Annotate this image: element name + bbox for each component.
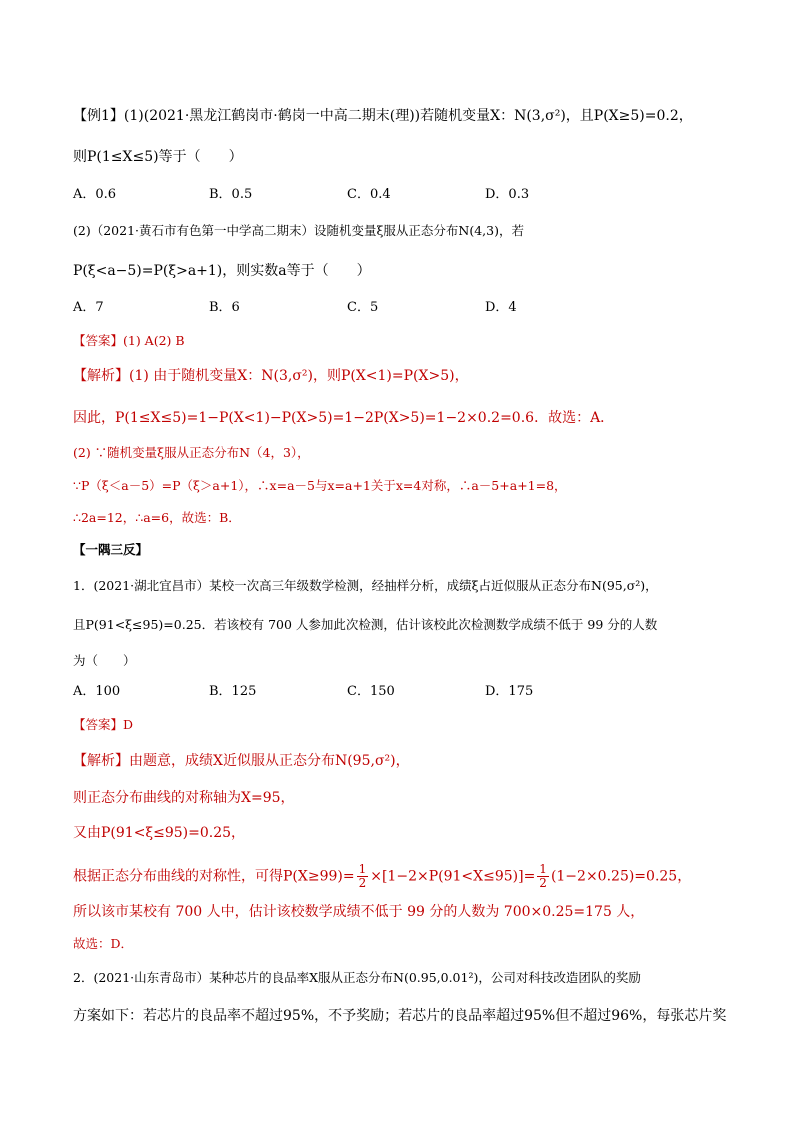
formula-suffix: (1−2×0.25)=0.25， [550, 868, 692, 885]
question-1-analysis-line-3: 又由P(91<ξ≤95)=0.25， [73, 825, 246, 841]
question-2-line-1: 2．(2021·山东青岛市）某种芯片的良品率X服从正态分布N(0.95,0.01²)，公司对科技改造团队的奖励 [73, 970, 641, 985]
fraction-one-half [357, 863, 369, 890]
option-a: A．100 [73, 684, 121, 699]
option-b: B．6 [209, 300, 240, 315]
example-1-answer: 【答案】(1) A(2) B [73, 333, 185, 348]
example-1-question-2-line-2: P(ξ<a−5)=P(ξ>a+1)，则实数a等于（ ） [73, 263, 371, 279]
option-c: C．0.4 [347, 187, 391, 202]
question-1-line-3: 为（ ） [73, 653, 136, 668]
option-b: B．125 [209, 684, 257, 699]
option-d: D．175 [485, 684, 534, 699]
example-1-analysis-line-4: ∵P（ξ＜a－5）=P（ξ＞a+1），∴x=a－5与x=a+1关于x=4对称，∴a－5+a+1=8， [73, 478, 567, 493]
fraction-denominator: 2 [358, 876, 367, 890]
question-1-analysis-line-4 [73, 863, 691, 890]
option-d: D．0.3 [485, 187, 530, 202]
question-1-analysis-line-1: 【解析】由题意，成绩X近似服从正态分布N(95,σ²)， [73, 753, 410, 769]
formula-middle: ×[1−2×P(91<X≤95)]= [370, 868, 536, 885]
question-1-answer: 【答案】D [73, 717, 134, 732]
option-a: A．0.6 [73, 187, 117, 202]
option-c: C．150 [347, 684, 395, 699]
option-a: A．7 [73, 300, 104, 315]
question-1-analysis-line-2: 则正态分布曲线的对称轴为X=95， [73, 790, 295, 806]
example-1-question-line-2: 则P(1≤X≤5)等于（ ） [73, 149, 243, 165]
formula-prefix: 根据正态分布曲线的对称性，可得P(X≥99)= [73, 868, 355, 885]
question-1-analysis-line-5: 所以该市某校有 700 人中，估计该校数学成绩不低于 99 分的人数为 700×0.25=175 人， [73, 904, 645, 920]
example-1-question-line-1: 【例1】(1)(2021·黑龙江鹤岗市·鹤岗一中高二期末(理))若随机变量X：N(3,σ²)，且P(X≥5)=0.2， [73, 108, 693, 124]
example-1-analysis-line-2: 因此，P(1≤X≤5)=1−P(X<1)−P(X>5)=1−2P(X>5)=1−2×0.2=0.6．故选：A． [73, 410, 615, 426]
fraction-denominator: 2 [539, 876, 547, 890]
example-1-analysis-line-1: 【解析】(1) 由于随机变量X：N(3,σ²)，则P(X<1)=P(X>5)， [73, 368, 469, 384]
question-1-line-1: 1．(2021·湖北宜昌市）某校一次高三年级数学检测，经抽样分析，成绩ξ占近似服从正态分布N(95,σ²)， [73, 578, 658, 593]
option-b: B．0.5 [209, 187, 253, 202]
fraction-numerator: 1 [358, 862, 367, 876]
option-c: C．5 [347, 300, 379, 315]
option-d: D．4 [485, 300, 517, 315]
question-1-analysis-line-6: 故选：D． [73, 936, 134, 951]
example-1-analysis-line-3: (2) ∵随机变量ξ服从正态分布N（4，3）， [73, 445, 310, 460]
question-2-line-2: 方案如下：若芯片的良品率不超过95%，不予奖励；若芯片的良品率超过95%但不超过96%，每张芯片奖 [73, 1008, 727, 1024]
fraction-one-half [537, 863, 549, 890]
section-heading: 【一隅三反】 [73, 542, 149, 557]
question-1-line-2: 且P(91<ξ≤95)=0.25．若该校有 700 人参加此次检测，估计该校此次检测数学成绩不低于 99 分的人数 [73, 617, 658, 632]
fraction-numerator: 1 [539, 862, 547, 876]
example-1-analysis-line-5: ∴2a=12，∴a=6，故选：B． [73, 510, 241, 525]
example-1-question-2-line-1: (2)（2021·黄石市有色第一中学高二期末）设随机变量ξ服从正态分布N(4,3)，若 [73, 223, 524, 238]
